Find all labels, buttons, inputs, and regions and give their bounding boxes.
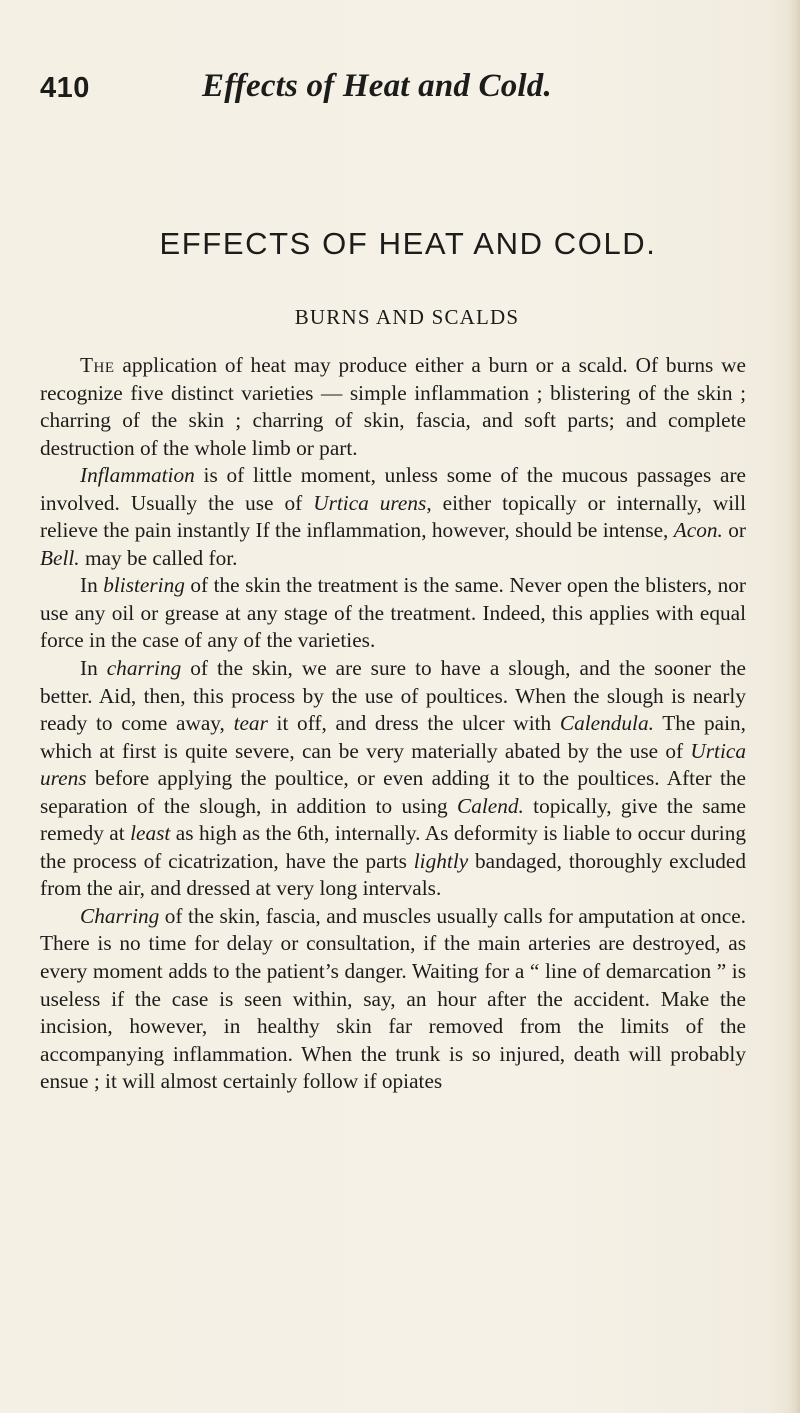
italic-term: Calend. [456, 793, 524, 818]
italic-term: lightly [413, 848, 469, 873]
paragraph-text: of the skin, we are sure to have a slough, and the sooner the better. Aid, then, this process by the use of poultices. When the slough is nearly ready to come away, [40, 656, 746, 736]
paragraph-text: In [80, 573, 104, 598]
italic-term: charring [106, 656, 182, 681]
italic-term: Urtica urens [313, 490, 427, 515]
italic-term: blistering [103, 573, 185, 598]
paragraph-text: of the skin, fascia, and muscles usually calls for amputation at once. There is no time for delay or consultation, if the main arteries are destroyed, as every moment adds to the patient’s danger. Waiting for a “ line of demarcation ” is useless if the case is seen within, say, an hour after the accident. Make the incision, however, in healthy skin far removed from the limits of the accompanying inflammation. When the trunk is so injured, death will probably ensue ; it will almost certainly follow if opiates [40, 903, 746, 1094]
paragraph-text: before applying the poultice, or even adding it to the poultices. After the separation of the slough, in addition to using [40, 766, 746, 818]
running-title: Effects of Heat and Cold. [202, 68, 552, 104]
paragraph-text: , either topically or internally, will relieve the pain instantly If the inflammation, however, should be intense, [40, 490, 746, 543]
paragraph-text: it off, and dress the ulcer with [267, 711, 560, 736]
paragraph-text: application of heat may produce either a burn or a scald. Of burns we recognize five distinct varieties — simple inflammation ; blistering of the skin ; charring of the skin ; charring of skin, fascia, and soft parts; and complete destruction of the whole limb or part. [40, 353, 746, 460]
italic-term: Urtica urens [40, 738, 746, 791]
page-number: 410 [40, 72, 90, 104]
italic-term: Bell. [40, 545, 80, 570]
italic-term: Acon. [673, 518, 723, 543]
paragraph-text: In [80, 656, 107, 681]
paragraph-text: or [722, 518, 746, 543]
page-edge-shadow [788, 0, 800, 1413]
paragraph-text: is of little moment, unless some of the mucous passages are involved. Usually the use of [40, 463, 746, 515]
paragraph-text: topically, give the same remedy at [40, 793, 746, 846]
paragraph-charring-skin [40, 655, 746, 903]
section-title: BURNS AND SCALDS [294, 305, 520, 329]
paragraph-text: as high as the 6th, internally. As deformity is liable to occur during the process of cicatrization, have the parts [40, 821, 746, 873]
italic-term: Charring [80, 903, 160, 928]
paragraph-inflammation [40, 462, 746, 572]
paragraph-text: bandaged, thoroughly excluded from the air, and dressed at very long intervals. [40, 848, 746, 901]
drop-lead-word: The [80, 353, 115, 377]
paragraph-text: may be called for. [79, 545, 238, 570]
italic-term: Calendula. [559, 711, 654, 736]
paragraph-blistering [40, 572, 746, 655]
italic-term: least [130, 821, 171, 846]
paragraph-text: The pain, which at first is quite severe, can be very materially abated by the use of [40, 711, 746, 763]
paragraph-charring-muscles [40, 903, 746, 1096]
paragraph-burns-intro [40, 352, 746, 462]
chapter-title: EFFECTS OF HEAT AND COLD. [159, 226, 657, 261]
running-head [40, 68, 740, 118]
italic-term: Inflammation [80, 463, 195, 488]
body-text [40, 352, 746, 1096]
italic-term: tear [233, 711, 268, 736]
paragraph-text: of the skin the treatment is the same. Never open the blisters, nor use any oil or grease at any stage of the treatment. Indeed, this applies with equal force in the case of any of the varieties. [40, 573, 746, 653]
